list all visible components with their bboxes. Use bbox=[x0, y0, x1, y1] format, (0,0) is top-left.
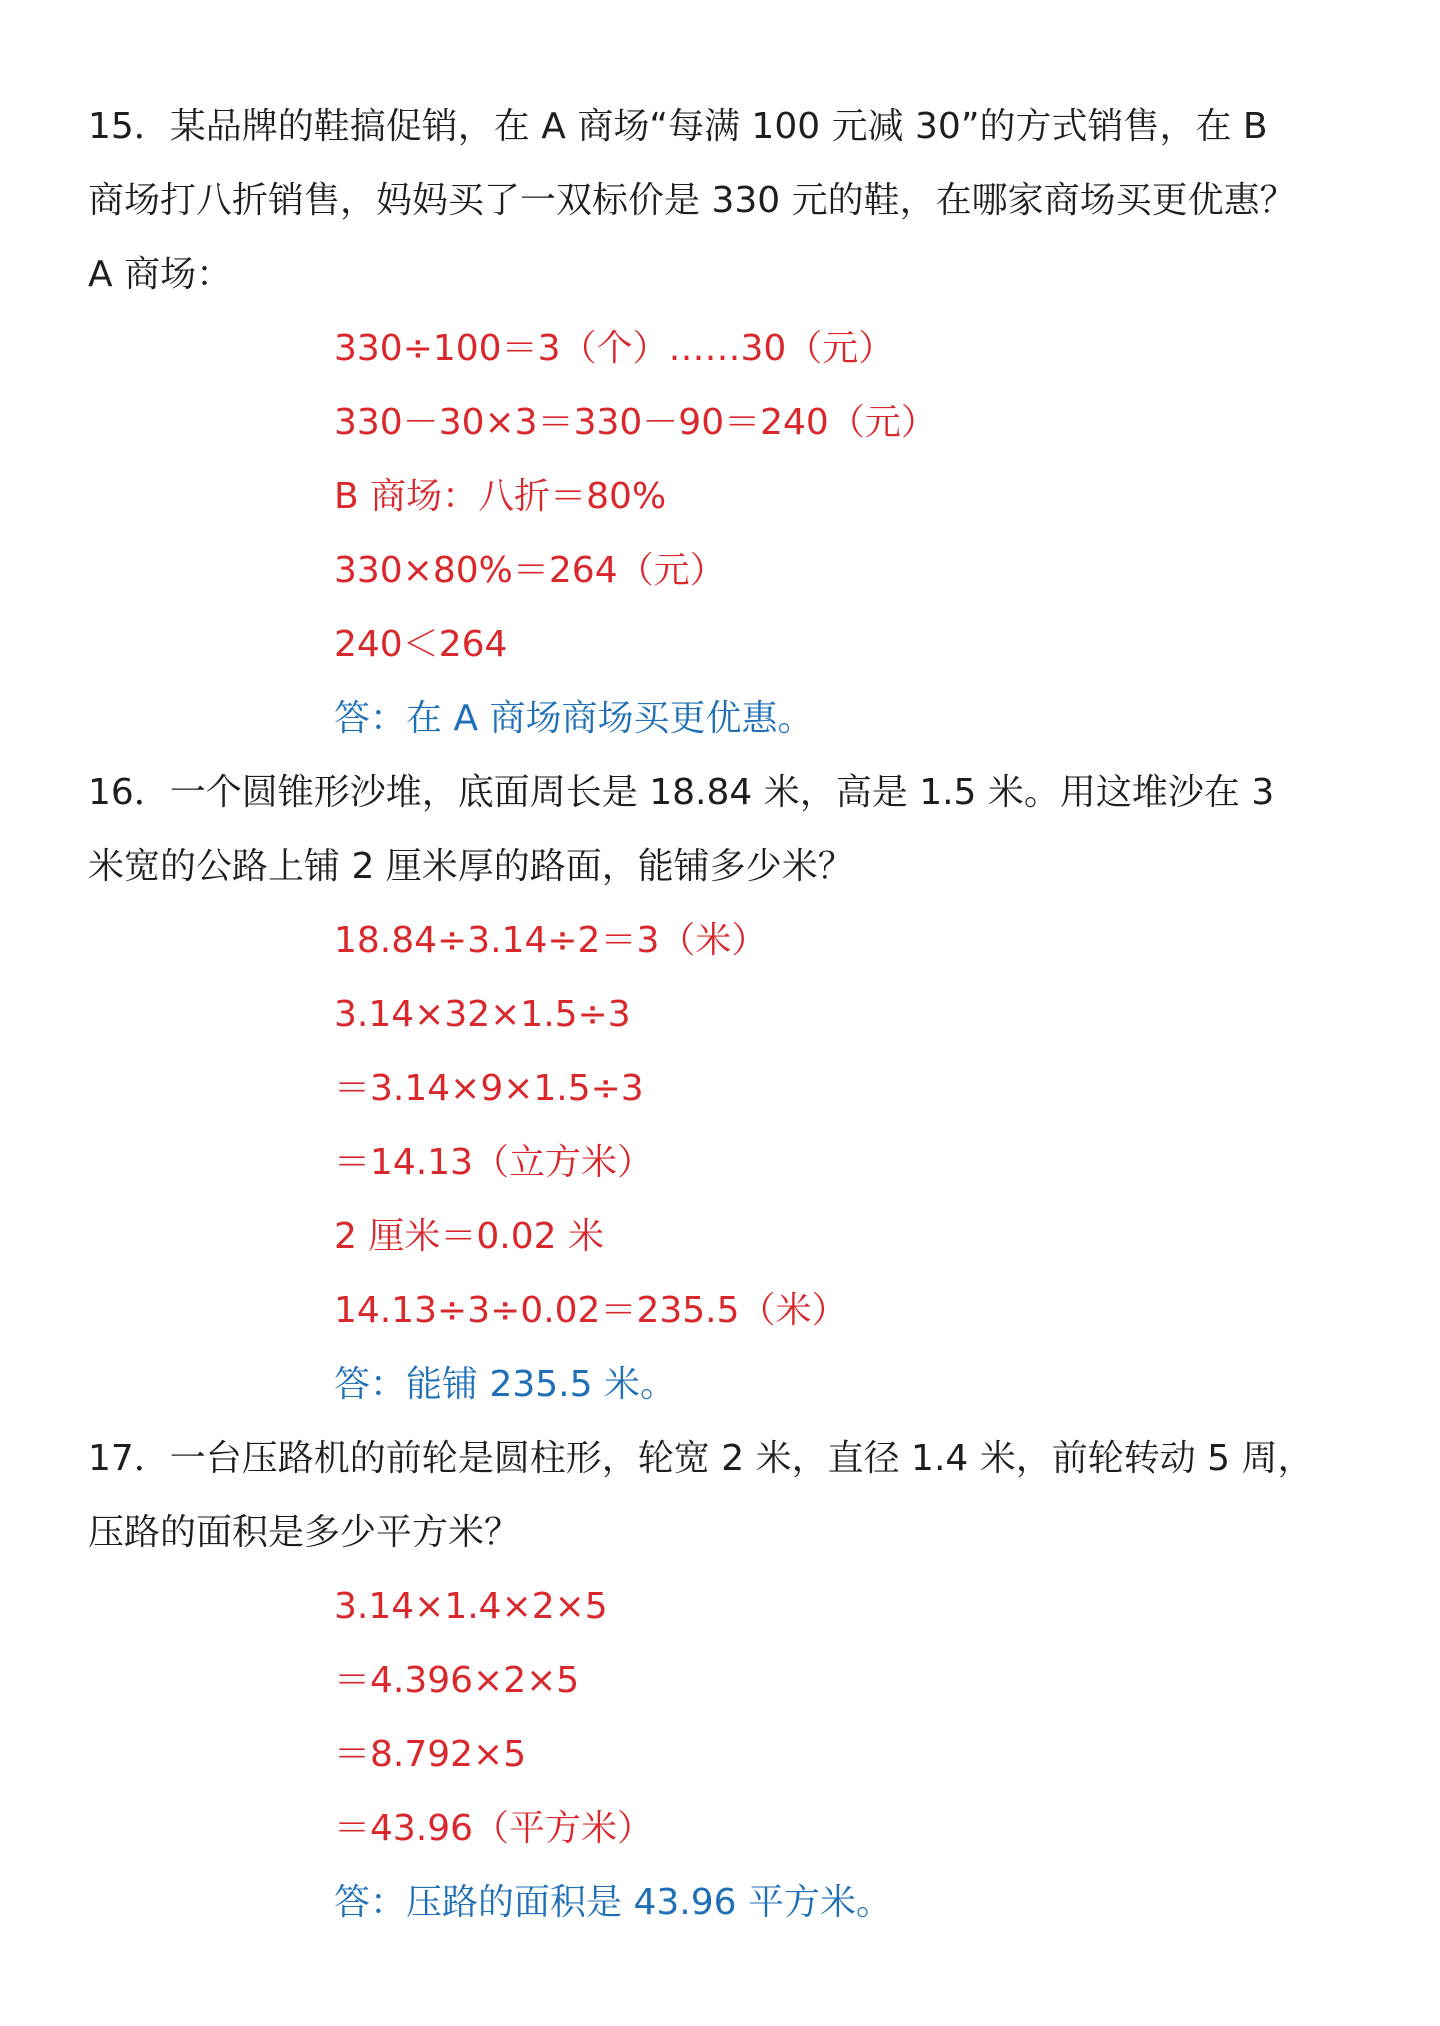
working-line: 240＜264 bbox=[334, 624, 508, 665]
working-line: ＝8.792×5 bbox=[334, 1734, 527, 1775]
problem-17 bbox=[88, 1422, 1380, 1940]
working-line: ＝43.96（平方米） bbox=[334, 1808, 654, 1849]
question-line: 压路的面积是多少平方米？ bbox=[88, 1512, 521, 1553]
answer-line: 答：压路的面积是 43.96 平方米。 bbox=[334, 1882, 892, 1923]
working-line: 2 厘米＝0.02 米 bbox=[334, 1216, 604, 1257]
answer-line: 答：在 A 商场商场买更优惠。 bbox=[334, 698, 814, 739]
question-line: 17．一台压路机的前轮是圆柱形，轮宽 2 米，直径 1.4 米，前轮转动 5 周， bbox=[88, 1438, 1314, 1479]
working-line: ＝3.14×9×1.5÷3 bbox=[334, 1068, 644, 1109]
question-line: 16．一个圆锥形沙堆，底面周长是 18.84 米，高是 1.5 米。用这堆沙在 3 bbox=[88, 772, 1275, 813]
working-line: 330×80%＝264（元） bbox=[334, 550, 726, 591]
question-line: 15．某品牌的鞋搞促销，在 A 商场“每满 100 元减 30”的方式销售，在 B bbox=[88, 106, 1268, 147]
working-line: ＝4.396×2×5 bbox=[334, 1660, 580, 1701]
problem-16 bbox=[88, 756, 1380, 1422]
working-line: 14.13÷3÷0.02＝235.5（米） bbox=[334, 1290, 848, 1331]
question-line: A 商场： bbox=[88, 254, 233, 295]
working-line: ＝14.13（立方米） bbox=[334, 1142, 654, 1183]
working-line: 330－30×3＝330－90＝240（元） bbox=[334, 402, 937, 443]
working-line: 330÷100＝3（个）……30（元） bbox=[334, 328, 895, 369]
working-line: 3.14×1.4×2×5 bbox=[334, 1586, 608, 1627]
problem-15 bbox=[88, 90, 1380, 756]
working-line: 18.84÷3.14÷2＝3（米） bbox=[334, 920, 768, 961]
question-line: 商场打八折销售，妈妈买了一双标价是 330 元的鞋，在哪家商场买更优惠？ bbox=[88, 180, 1296, 221]
working-line: 3.14×32×1.5÷3 bbox=[334, 994, 631, 1035]
answer-line: 答：能铺 235.5 米。 bbox=[334, 1364, 676, 1405]
working-line: B 商场：八折＝80% bbox=[334, 476, 667, 517]
question-line: 米宽的公路上铺 2 厘米厚的路面，能铺多少米？ bbox=[88, 846, 854, 887]
